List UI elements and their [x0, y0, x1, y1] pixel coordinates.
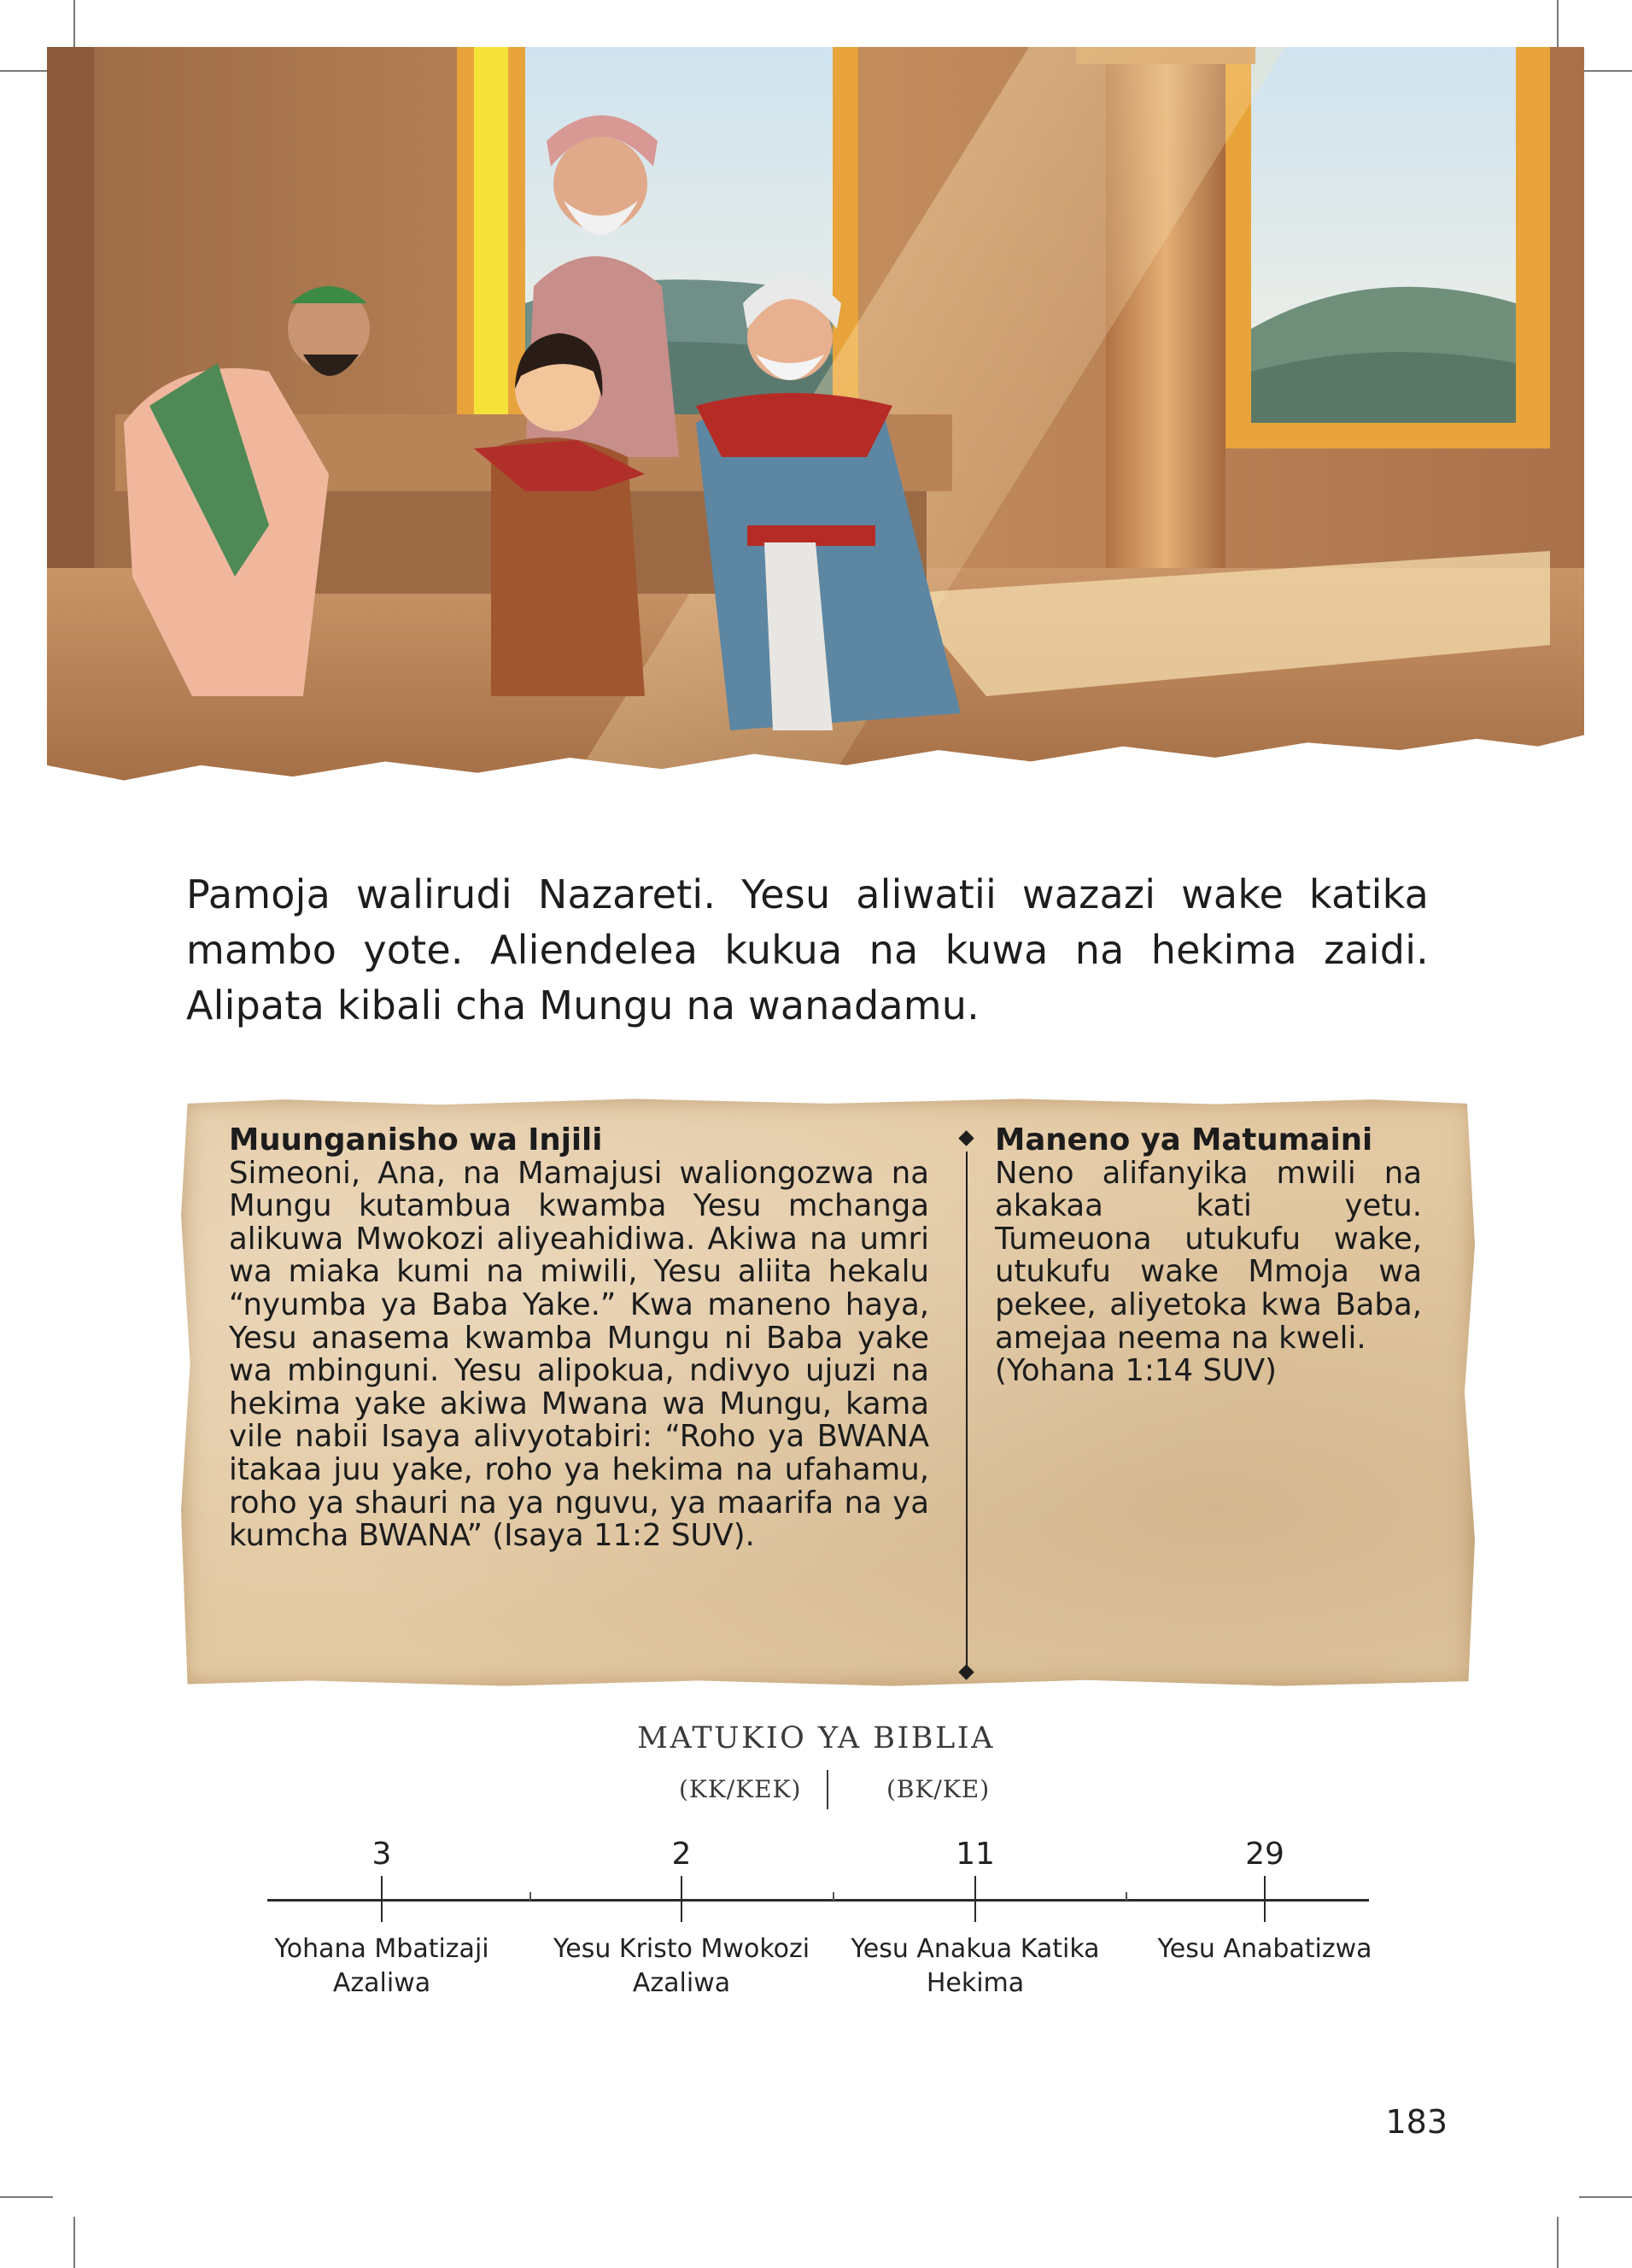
gospel-link-section	[229, 1124, 929, 1553]
timeline-year: 3	[371, 1837, 392, 1872]
crop-mark	[1557, 2217, 1559, 2268]
timeline-event-tick	[1264, 1876, 1266, 1922]
timeline-year: 11	[956, 1837, 995, 1872]
timeline-event-label: Yesu Kristo Mwokozi Azaliwa	[553, 1934, 810, 1998]
column-divider	[966, 1152, 968, 1668]
timeline-minor-tick	[1126, 1892, 1127, 1901]
hope-words-body: Neno alifanyika mwili na akakaa kati yetu. Tumeuona utukufu wake, utukufu wake Mmoja wa pekee, aliyetoka kwa Baba, amejaa neema na kweli.	[995, 1155, 1422, 1356]
era-after-label: (BK/KE)	[886, 1775, 991, 1803]
era-divider	[827, 1770, 828, 1809]
timeline-event-tick	[381, 1876, 383, 1922]
timeline-event-label: Yesu Anakua Katika Hekima	[851, 1934, 1100, 1998]
timeline-year: 2	[671, 1837, 692, 1872]
hope-words-section	[995, 1124, 1422, 1388]
timeline-event-label: Yesu Anabatizwa	[1157, 1934, 1372, 1964]
timeline-event-tick	[974, 1876, 976, 1922]
crop-mark	[1557, 0, 1559, 51]
crop-mark	[73, 2217, 75, 2268]
hope-words-reference: (Yohana 1:14 SUV)	[995, 1353, 1277, 1389]
timeline-title: MATUKIO YA BIBLIA	[637, 1721, 995, 1755]
hope-words-title: Maneno ya Matumaini	[995, 1122, 1373, 1157]
story-paragraph: Pamoja walirudi Nazareti. Yesu aliwatii wazazi wake katika mambo yote. Aliendelea kukua na kuwa na hekima zaidi. Alipata kibali cha Mungu na wanadamu.	[186, 871, 1429, 1029]
page-number: 183	[1385, 2103, 1448, 2141]
crop-mark	[1579, 70, 1632, 72]
crop-mark	[73, 0, 75, 51]
gospel-link-title: Muunganisho wa Injili	[229, 1122, 603, 1157]
timeline-event-label: Yohana Mbatizaji Azaliwa	[274, 1934, 489, 1998]
crop-mark	[0, 2196, 53, 2198]
timeline-event-tick	[681, 1876, 682, 1922]
timeline-minor-tick	[833, 1892, 834, 1901]
timeline-minor-tick	[529, 1892, 531, 1901]
timeline-year: 29	[1245, 1837, 1284, 1872]
timeline-axis	[267, 1899, 1369, 1902]
gospel-link-body: Simeoni, Ana, na Mamajusi waliongozwa na Mungu kutambua kwamba Yesu mchanga alikuwa Mwokozi aliyeahidiwa. Akiwa na umri wa miaka kumi na miwili, Yesu aliita hekalu “nyumba ya Baba Yake.” Kwa maneno haya, Yesu anasema kwamba Mungu ni Baba yake wa mbinguni. Yesu alipokua, ndivyo ujuzi na hekima yake akiwa Mwana wa Mungu, kama vile nabii Isaya alivyotabiri: “Roho ya BWANA itakaa juu yake, roho ya hekima na ufahamu, roho ya shauri na ya nguvu, ya maarifa na ya kumcha BWANA” (Isaya 11:2 SUV).	[229, 1155, 929, 1554]
temple-illustration	[47, 47, 1584, 803]
crop-mark	[1579, 2196, 1632, 2198]
era-before-label: (KK/KEK)	[679, 1775, 802, 1803]
crop-mark	[0, 70, 53, 72]
